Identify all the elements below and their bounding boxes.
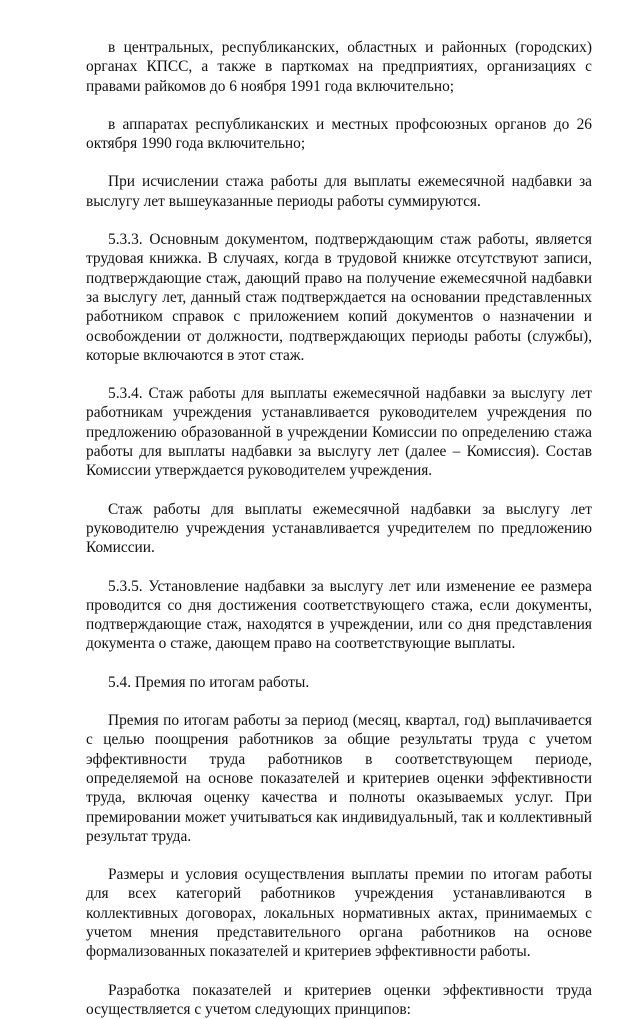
paragraph-party-organs: в центральных, республиканских, областных и районных (городских) органах КПСС, а также в парткомах на предприятиях, организациях с правами райкомов до 6 ноября 1991 года включительно; [86,39,592,95]
paragraph-bonus-conditions: Размеры и условия осуществления выплаты премии по итогам работы для всех категорий работников учреждения устанавливаются в коллективных договорах, локальных нормативных актах, принимаемых с учетом мнения представительного органа работников на основе формализованных показателей и критериев эффективности работы. [86,866,592,961]
document-body [86,38,592,1019]
paragraph-5-3-4: 5.3.4. Стаж работы для выплаты ежемесячной надбавки за выслугу лет работникам учреждения устанавливается руководителем учреждения по предложению образованной в учреждении Комиссии по определению стажа работы для выплаты надбавки за выслугу лет (далее – Комиссия). Состав Комиссии утверждается руководителем учреждения. [86,385,592,480]
paragraph-bonus-purpose: Премия по итогам работы за период (месяц, квартал, год) выплачивается с целью поощрения работников за общие результаты труда с учетом эффективности труда работников в соответствующем периоде, определяемой на основе показателей и критериев оценки эффективности труда, включая оценку качества и полноты оказываемых услуг. При премировании может учитываться как индивидуальный, так и коллективный результат труда. [86,712,592,845]
section-heading-5-4: 5.4. Премия по итогам работы. [108,673,310,691]
paragraph-periods-summed: При исчислении стажа работы для выплаты ежемесячной надбавки за выслугу лет вышеуказанные периоды работы суммируются. [86,173,592,210]
paragraph-trade-union-organs: в аппаратах республиканских и местных профсоюзных органов до 26 октября 1990 года включительно; [86,115,592,153]
paragraph-5-3-5: 5.3.5. Установление надбавки за выслугу лет или изменение ее размера проводится со дня достижения соответствующего стажа, если документы, подтверждающие стаж, находятся в учреждении, или со дня представления документа о стаже, дающем право на соответствующие выплаты. [86,577,592,653]
paragraph-5-3-3: 5.3.3. Основным документом, подтверждающим стаж работы, является трудовая книжка. В случаях, когда в трудовой книжке отсутствуют записи, подтверждающие стаж, дающий право на получение ежемесячной надбавки за выслугу лет, данный стаж подтверждается на основании представленных работником справок с приложением копий документов о назначении и освобождении от должности, подтверждающих периоды работы (службы), которые включаются в этот стаж. [86,231,592,364]
paragraph-head-seniority: Стаж работы для выплаты ежемесячной надбавки за выслугу лет руководителю учреждения устанавливается учредителем по предложению Комиссии. [86,500,592,557]
paragraph-criteria-principles: Разработка показателей и критериев оценки эффективности труда осуществляется с учетом следующих принципов: [86,981,592,1018]
